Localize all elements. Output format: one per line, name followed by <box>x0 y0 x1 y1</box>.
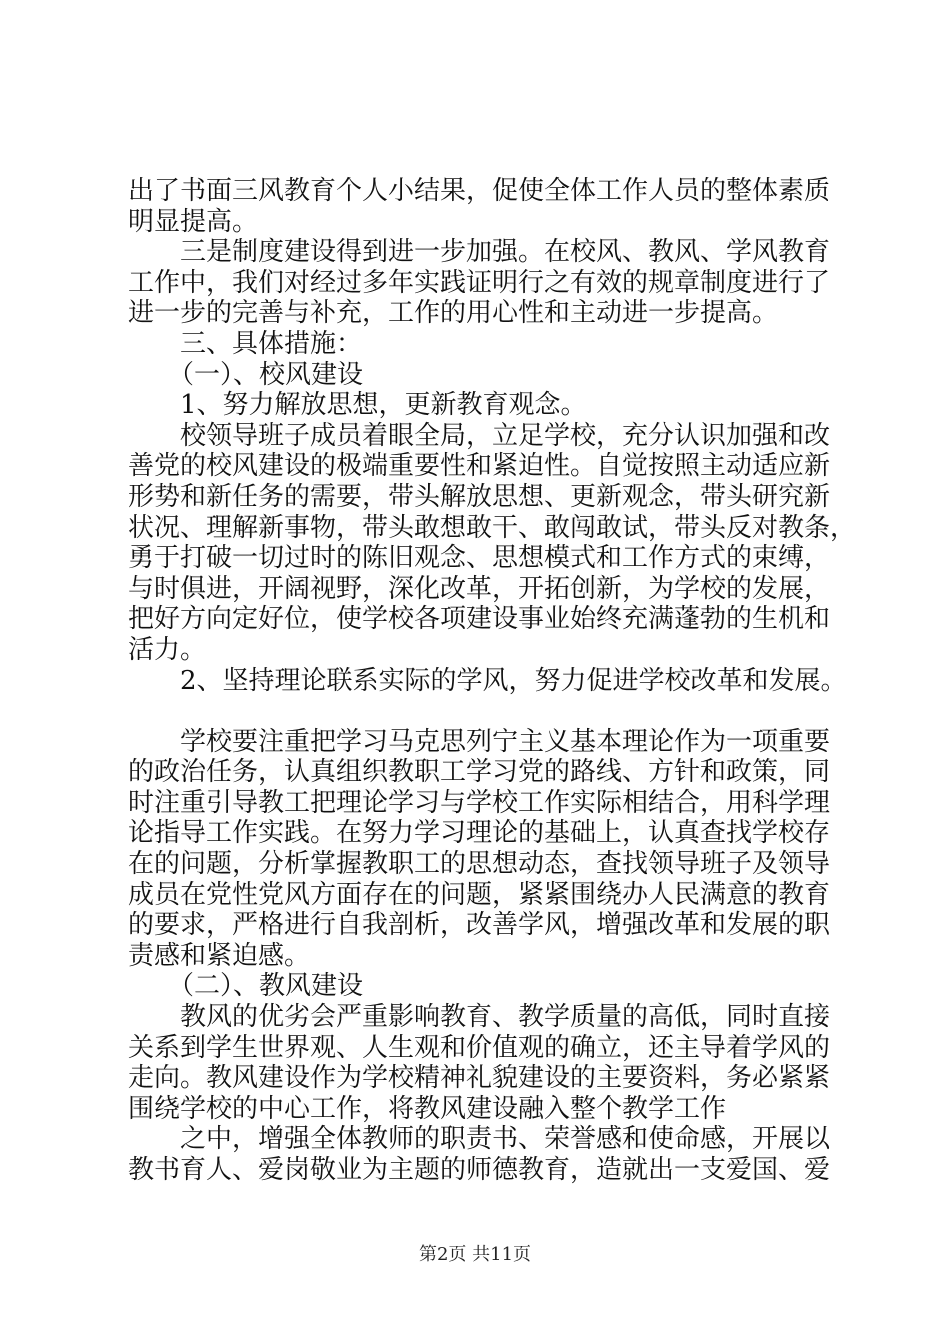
page-number: 第2页 共11页 <box>418 1244 532 1265</box>
text-line: 进一步的完善与补充，工作的用心性和主动进一步提高。 <box>128 298 779 329</box>
text-line: 在的问题，分析掌握教职工的思想动态，查找领导班子及领导 <box>128 849 831 880</box>
text-line: 出了书面三风教育个人小结果，促使全体工作人员的整体素质 <box>128 176 831 206</box>
text-line: 教风的优劣会严重影响教育、教学质量的高低，同时直接 <box>180 1002 831 1033</box>
text-line: 勇于打破一切过时的陈旧观念、思想模式和工作方式的束缚， <box>128 543 831 574</box>
text-line: 论指导工作实践。在努力学习理论的基础上，认真查找学校存 <box>128 818 831 849</box>
text-line: 状况、理解新事物，带头敢想敢干、敢闯敢试，带头反对教条， <box>128 512 857 543</box>
text-line: 学校要注重把学习马克思列宁主义基本理论作为一项重要 <box>180 726 831 757</box>
text-line: 形势和新任务的需要，带头解放思想、更新观念，带头研究新 <box>128 481 831 512</box>
item-heading: 1、努力解放思想，更新教育观念。 <box>180 390 587 421</box>
text-line: 责感和紧迫感。 <box>128 940 311 971</box>
text-line: 教书育人、爱岗敬业为主题的师德教育，造就出一支爱国、爱 <box>128 1155 831 1185</box>
subsection-heading: （一）、校风建设 <box>168 359 364 390</box>
item-heading: 2、坚持理论联系实际的学风，努力促进学校改革和发展。 <box>180 665 847 696</box>
text-line: 校领导班子成员着眼全局，立足学校，充分认识加强和改 <box>180 420 831 451</box>
text-line: 活力。 <box>128 634 207 665</box>
text-line: 的要求，严格进行自我剖析，改善学风，增强改革和发展的职 <box>128 910 831 941</box>
text-line: 围绕学校的中心工作，将教风建设融入整个教学工作 <box>128 1093 727 1124</box>
section-heading: 三、具体措施： <box>180 328 363 359</box>
text-line: 明显提高。 <box>128 206 259 237</box>
text-line: 关系到学生世界观、人生观和价值观的确立，还主导着学风的 <box>128 1032 831 1063</box>
text-line: 把好方向定好位，使学校各项建设事业始终充满蓬勃的生机和 <box>128 604 831 635</box>
text-line: 的政治任务，认真组织教职工学习党的路线、方针和政策，同 <box>128 757 831 788</box>
text-line: 与时俱进，开阔视野，深化改革，开拓创新，为学校的发展， <box>128 573 831 604</box>
text-line: 工作中，我们对经过多年实践证明行之有效的规章制度进行了 <box>128 267 831 298</box>
paragraph-gap <box>128 696 834 727</box>
text-line: 时注重引导教工把理论学习与学校工作实际相结合，用科学理 <box>128 787 831 818</box>
text-line: 之中，增强全体教师的职责书、荣誉感和使命感，开展以 <box>180 1124 831 1155</box>
text-line: 成员在党性党风方面存在的问题，紧紧围绕办人民满意的教育 <box>128 879 831 910</box>
text-line: 三是制度建设得到进一步加强。在校风、教风、学风教育 <box>180 237 831 268</box>
body-text <box>128 176 857 1186</box>
text-line: 走向。教风建设作为学校精神礼貌建设的主要资料，务必紧紧 <box>128 1063 831 1094</box>
text-line: 善党的校风建设的极端重要性和紧迫性。自觉按照主动适应新 <box>128 451 831 482</box>
subsection-heading: （二）、教风建设 <box>168 971 364 1002</box>
